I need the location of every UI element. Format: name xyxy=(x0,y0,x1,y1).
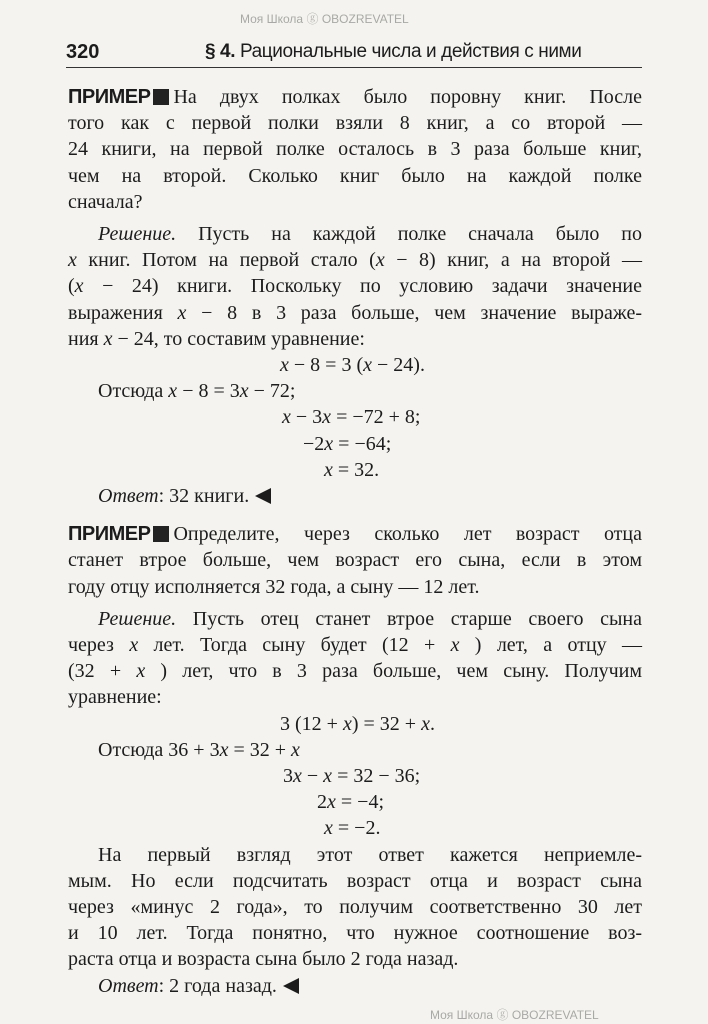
watermark-school: Моя Школа xyxy=(430,1008,494,1022)
end-triangle-icon xyxy=(283,978,299,994)
italic-text: x xyxy=(293,765,302,787)
italic-text: x xyxy=(324,433,334,455)
text-line xyxy=(68,222,642,246)
text-line xyxy=(324,458,379,482)
text-line xyxy=(68,301,642,325)
square-marker-icon xyxy=(153,89,169,105)
text-line xyxy=(282,405,420,429)
text-line xyxy=(68,974,642,998)
example-label: ПРИМЕР xyxy=(68,523,151,545)
italic-text: x xyxy=(421,713,430,735)
watermark-logo-icon: ⓖ xyxy=(306,12,319,26)
example-heading-line xyxy=(68,522,642,546)
text-line xyxy=(68,895,642,919)
text-line xyxy=(68,327,642,351)
italic-text: x xyxy=(450,634,460,656)
text: = −2. xyxy=(332,817,381,839)
text: − 8 в 3 раза больше, чем значение выраже- xyxy=(186,302,642,324)
text: : 2 года назад. xyxy=(158,975,277,997)
text-line xyxy=(68,111,642,135)
italic-text: Решение. xyxy=(98,608,177,630)
section-number: § 4. xyxy=(205,41,236,62)
italic-text: x xyxy=(363,354,372,376)
text-line xyxy=(68,248,642,272)
square-marker-icon xyxy=(153,526,169,542)
text: − 8 = 3 xyxy=(177,380,240,402)
text-line xyxy=(303,432,391,456)
text: − 8 = 3 ( xyxy=(288,354,364,376)
text: и 10 лет. Тогда понятно, что нужное соотношение воз- xyxy=(68,922,642,944)
text-line xyxy=(68,921,642,945)
text: = −4; xyxy=(335,791,385,813)
watermark-brand: OBOZREVATEL xyxy=(321,12,409,26)
text-line xyxy=(68,137,642,161)
text: станет втрое больше, чем возраст его сына, если в этом xyxy=(68,549,642,571)
italic-text: x xyxy=(177,302,187,324)
text: того как с первой полки взяли 8 книг, а со второй — xyxy=(68,112,642,134)
text: − 24). xyxy=(372,354,425,376)
text: = −64; xyxy=(333,433,392,455)
text-line xyxy=(68,484,642,508)
text: −2 xyxy=(303,433,325,455)
watermark-school: Моя Школа xyxy=(240,12,304,26)
example-heading-line xyxy=(68,85,642,109)
text-line xyxy=(68,575,642,599)
text: Пусть отец станет втрое старше своего сына xyxy=(176,608,642,630)
italic-text: x xyxy=(282,406,291,428)
text-line xyxy=(68,607,642,631)
text-line xyxy=(317,790,384,814)
text-line xyxy=(68,843,642,867)
watermark-logo-icon: ⓖ xyxy=(496,1008,509,1022)
text: (32 + xyxy=(68,660,137,682)
text: На двух полках было поровну книг. После xyxy=(173,86,642,108)
italic-text: x xyxy=(327,791,336,813)
text-line xyxy=(280,712,435,736)
text: − 24) книги. Поскольку по условию задачи значение xyxy=(83,275,642,297)
text: 24 книги, на первой полке осталось в 3 раза больше книг, xyxy=(68,138,642,160)
italic-text: x xyxy=(324,817,333,839)
text-line xyxy=(68,659,642,683)
text: чем на второй. Сколько книг было на каждой полке xyxy=(68,165,642,187)
italic-text: x xyxy=(68,249,77,271)
text: = 32 − 36; xyxy=(332,765,421,787)
text: − 72; xyxy=(248,380,296,402)
text: сначала? xyxy=(68,191,143,213)
text: − 24, то составим уравнение: xyxy=(112,328,365,350)
text: мым. Но если подсчитать возраст отца и возраст сына xyxy=(68,870,642,892)
watermark-brand: OBOZREVATEL xyxy=(511,1008,599,1022)
section-title xyxy=(205,40,581,64)
text: книг. Потом на первой стало ( xyxy=(76,249,376,271)
text: уравнение: xyxy=(68,686,162,708)
italic-text: Решение. xyxy=(98,223,177,245)
text-line xyxy=(68,548,642,572)
text-line xyxy=(68,190,642,214)
text: раста отца и возраста сына было 2 года назад. xyxy=(68,948,459,970)
text: : 32 книги. xyxy=(158,485,250,507)
italic-text: x xyxy=(375,249,385,271)
italic-text: Ответ xyxy=(98,975,159,997)
text: через xyxy=(68,634,130,656)
text: 3 xyxy=(283,765,293,787)
text: − 3 xyxy=(290,406,323,428)
text: Пусть на каждой полке сначала было по xyxy=(176,223,642,245)
text: ) = 32 + xyxy=(351,713,422,735)
text: 2 xyxy=(317,791,327,813)
text-line xyxy=(68,947,642,971)
text: лет. Тогда сыну будет (12 + xyxy=(138,634,451,656)
italic-text: x xyxy=(323,765,333,787)
text: На первый взгляд этот ответ кажется неприемле- xyxy=(98,844,642,866)
text: ( xyxy=(68,275,75,297)
text: 3 (12 + xyxy=(280,713,343,735)
text-line xyxy=(280,353,425,377)
text: − 8) книг, а на второй — xyxy=(384,249,643,271)
text-line xyxy=(68,685,642,709)
text-line xyxy=(283,764,420,788)
text: ния xyxy=(68,328,104,350)
text: Определите, через сколько лет возраст отца xyxy=(173,523,642,545)
text: = 32 + xyxy=(228,739,292,761)
page-number: 320 xyxy=(66,41,100,63)
italic-text: x xyxy=(291,739,300,761)
italic-text: x xyxy=(324,459,333,481)
italic-text: x xyxy=(280,354,289,376)
text: ) лет, что в 3 раза больше, чем сыну. Получим xyxy=(145,660,642,682)
section-name: Рациональные числа и действия с ними xyxy=(239,41,582,62)
text-line xyxy=(68,274,642,298)
text: ) лет, а отцу — xyxy=(459,634,642,656)
text: через «минус 2 года», то получим соответственно 30 лет xyxy=(68,896,642,918)
italic-text: x xyxy=(129,634,139,656)
text: выражения xyxy=(68,302,178,324)
text: Отсюда xyxy=(98,380,169,402)
text: = −72 + 8; xyxy=(331,406,421,428)
end-triangle-icon xyxy=(255,488,271,504)
italic-text: x xyxy=(103,328,113,350)
italic-text: x xyxy=(322,406,332,428)
italic-text: x xyxy=(239,380,249,402)
text: . xyxy=(429,713,435,735)
watermark-bottom xyxy=(430,1008,599,1022)
italic-text: x xyxy=(74,275,84,297)
text: Отсюда 36 + 3 xyxy=(98,739,220,761)
header-rule xyxy=(66,67,642,68)
watermark-top xyxy=(240,12,409,26)
italic-text: Ответ xyxy=(98,485,159,507)
text: − xyxy=(301,765,324,787)
italic-text: x xyxy=(342,713,352,735)
text-line xyxy=(68,379,642,403)
text-line xyxy=(68,869,642,893)
text: = 32. xyxy=(332,459,380,481)
text-line xyxy=(68,633,642,657)
italic-text: x xyxy=(168,380,178,402)
text-line xyxy=(324,816,380,840)
text-line xyxy=(68,164,642,188)
italic-text: x xyxy=(136,660,146,682)
text: году отцу исполняется 32 года, а сыну — 12 лет. xyxy=(68,576,480,598)
text-line xyxy=(68,738,642,762)
example-label: ПРИМЕР xyxy=(68,86,151,108)
italic-text: x xyxy=(219,739,229,761)
